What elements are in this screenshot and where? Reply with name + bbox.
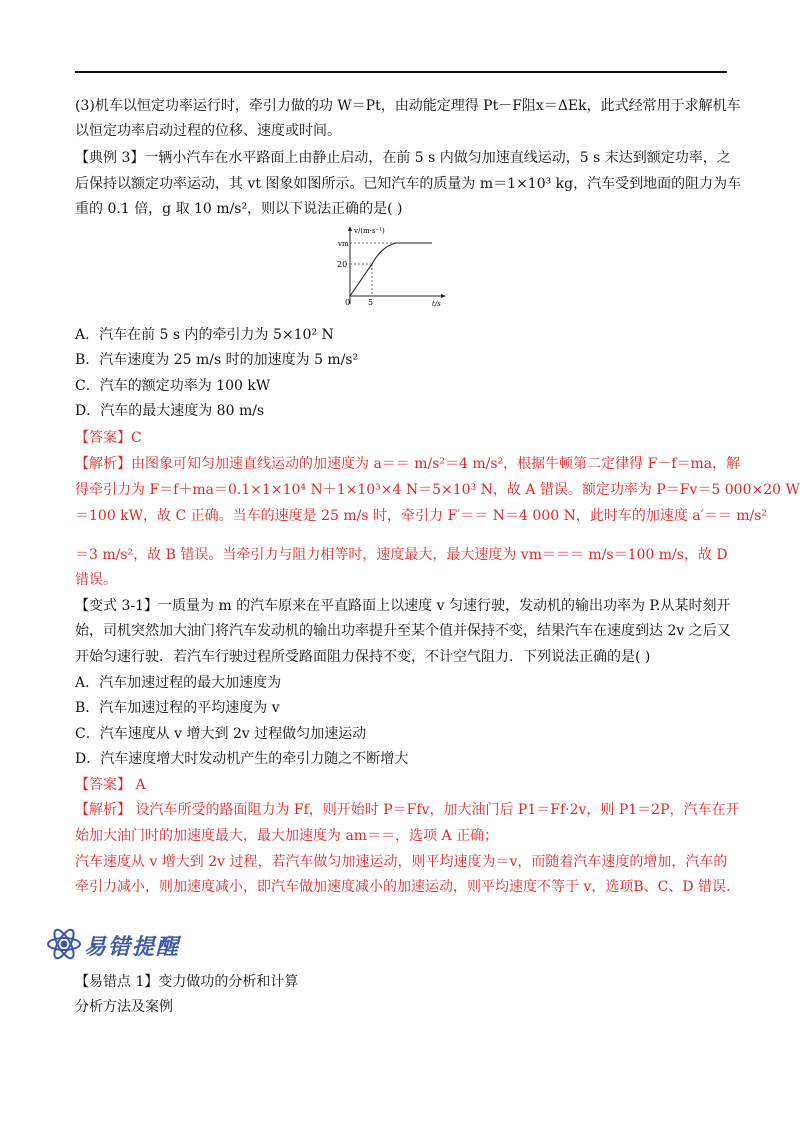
option-b: B．汽车速度为 25 m/s 时的加速度为 5 m/s² [75, 352, 359, 368]
explanation-1: ＝100 kW，故 C 正确。当车的速度是 25 m/s 时，牵引力 F′＝＝ N＝4 000 N，此时车的加速度 a′＝＝ m/s² [75, 508, 768, 524]
option-d: D．汽车速度增大时发动机产生的牵引力随之不断增大 [75, 751, 409, 767]
error-point-title: 【易错点 1】变力做功的分析和计算 [75, 974, 299, 990]
answer-1: 【答案】C [75, 430, 142, 446]
text-line: 重的 0.1 倍，g 取 10 m/s²，则以下说法正确的是( ) [75, 201, 403, 217]
option-a: A．汽车加速过程的最大加速度为 [75, 675, 282, 691]
variant-title: 【变式 3-1】一质量为 m 的汽车原来在平直路面上以速度 v 匀速行驶，发动机的输出功率为 P.从某时刻开 [75, 598, 731, 614]
option-c: C．汽车的额定功率为 100 kW [75, 378, 271, 394]
x-tick-5: 5 [368, 298, 374, 307]
option-b: B．汽车加速过程的平均速度为 v [75, 700, 280, 716]
explanation-2: 【解析】 设汽车所受的路面阻力为 Ff，则开始时 P＝Ffv，加大油门后 P1＝Ff·2v，则 P1＝2P，汽车在开 [75, 802, 740, 818]
explanation-1: 错误。 [75, 572, 117, 588]
explanation-2: 牵引力减小，则加速度减小，即汽车做加速度减小的加速运动，则平均速度不等于 v，选项B、C、D 错误. [75, 879, 731, 895]
option-a: A．汽车在前 5 s 内的牵引力为 5×10² N [75, 327, 334, 343]
text-line: (3)机车以恒定功率运行时，牵引力做的功 W＝Pt，由动能定理得 Pt－F阻x＝ΔEk，此式经常用于求解机车 [75, 98, 741, 114]
explanation-1: 【解析】由图象可知匀加速直线运动的加速度为 a＝＝ m/s²＝4 m/s²，根据牛顿第二定律得 F－f＝ma，解 [75, 456, 741, 472]
text-line: 以恒定功率启动过程的位移、速度或时间。 [75, 123, 341, 139]
explanation-1: 得牵引力为 F＝f＋ma＝0.1×1×10⁴ N＋1×10³×4 N＝5×10³ N，故 A 错误。额定功率为 P＝Fv＝5 000×20 W [75, 482, 800, 498]
explanation-1: ＝3 m/s²，故 B 错误。当牵引力与阻力相等时，速度最大，最大速度为 vm＝＝＝ m/s＝100 m/s，故 D [75, 547, 728, 563]
y-axis-label: v/(m·s⁻¹) [354, 227, 385, 235]
vt-chart [336, 224, 448, 310]
example-title: 【典例 3】一辆小汽车在水平路面上由静止启动，在前 5 s 内做匀加速直线运动，5 s 末达到额定功率，之 [75, 150, 731, 166]
text-line: 开始匀速行驶．若汽车行驶过程所受路面阻力保持不变，不计空气阻力．下列说法正确的是( ) [75, 649, 651, 665]
text-line: 始，司机突然加大油门将汽车发动机的输出功率提升至某个值并保持不变，结果汽车在速度到达 2v 之后又 [75, 623, 731, 639]
text-line: 分析方法及案例 [75, 999, 173, 1015]
y-arrow [348, 226, 352, 231]
x-tick-0: 0 [345, 298, 351, 307]
series-accel [350, 264, 372, 296]
option-c: C．汽车速度从 v 增大到 2v 过程做匀加速运动 [75, 726, 367, 742]
y-tick-vm: vm [338, 240, 349, 248]
series-power [372, 243, 432, 264]
x-arrow [441, 294, 446, 298]
option-d: D．汽车的最大速度为 80 m/s [75, 403, 265, 419]
explanation-2: 汽车速度从 v 增大到 2v 过程，若汽车做匀加速运动，则平均速度为＝v，而随着汽车速度的增加，汽车的 [75, 854, 728, 870]
section-logo-title: 易错提醒 [84, 935, 181, 960]
y-tick-20: 20 [337, 260, 348, 269]
header-rule [75, 71, 727, 73]
answer-2: 【答案】 A [75, 777, 146, 793]
text-line: 后保持以额定功率运动，其 vt 图象如图所示。已知汽车的质量为 m＝1×10³ kg，汽车受到地面的阻力为车 [75, 176, 742, 192]
x-axis-label: t/s [432, 300, 441, 308]
explanation-2: 始加大油门时的加速度最大，最大加速度为 am＝＝，选项 A 正确； [75, 828, 499, 844]
